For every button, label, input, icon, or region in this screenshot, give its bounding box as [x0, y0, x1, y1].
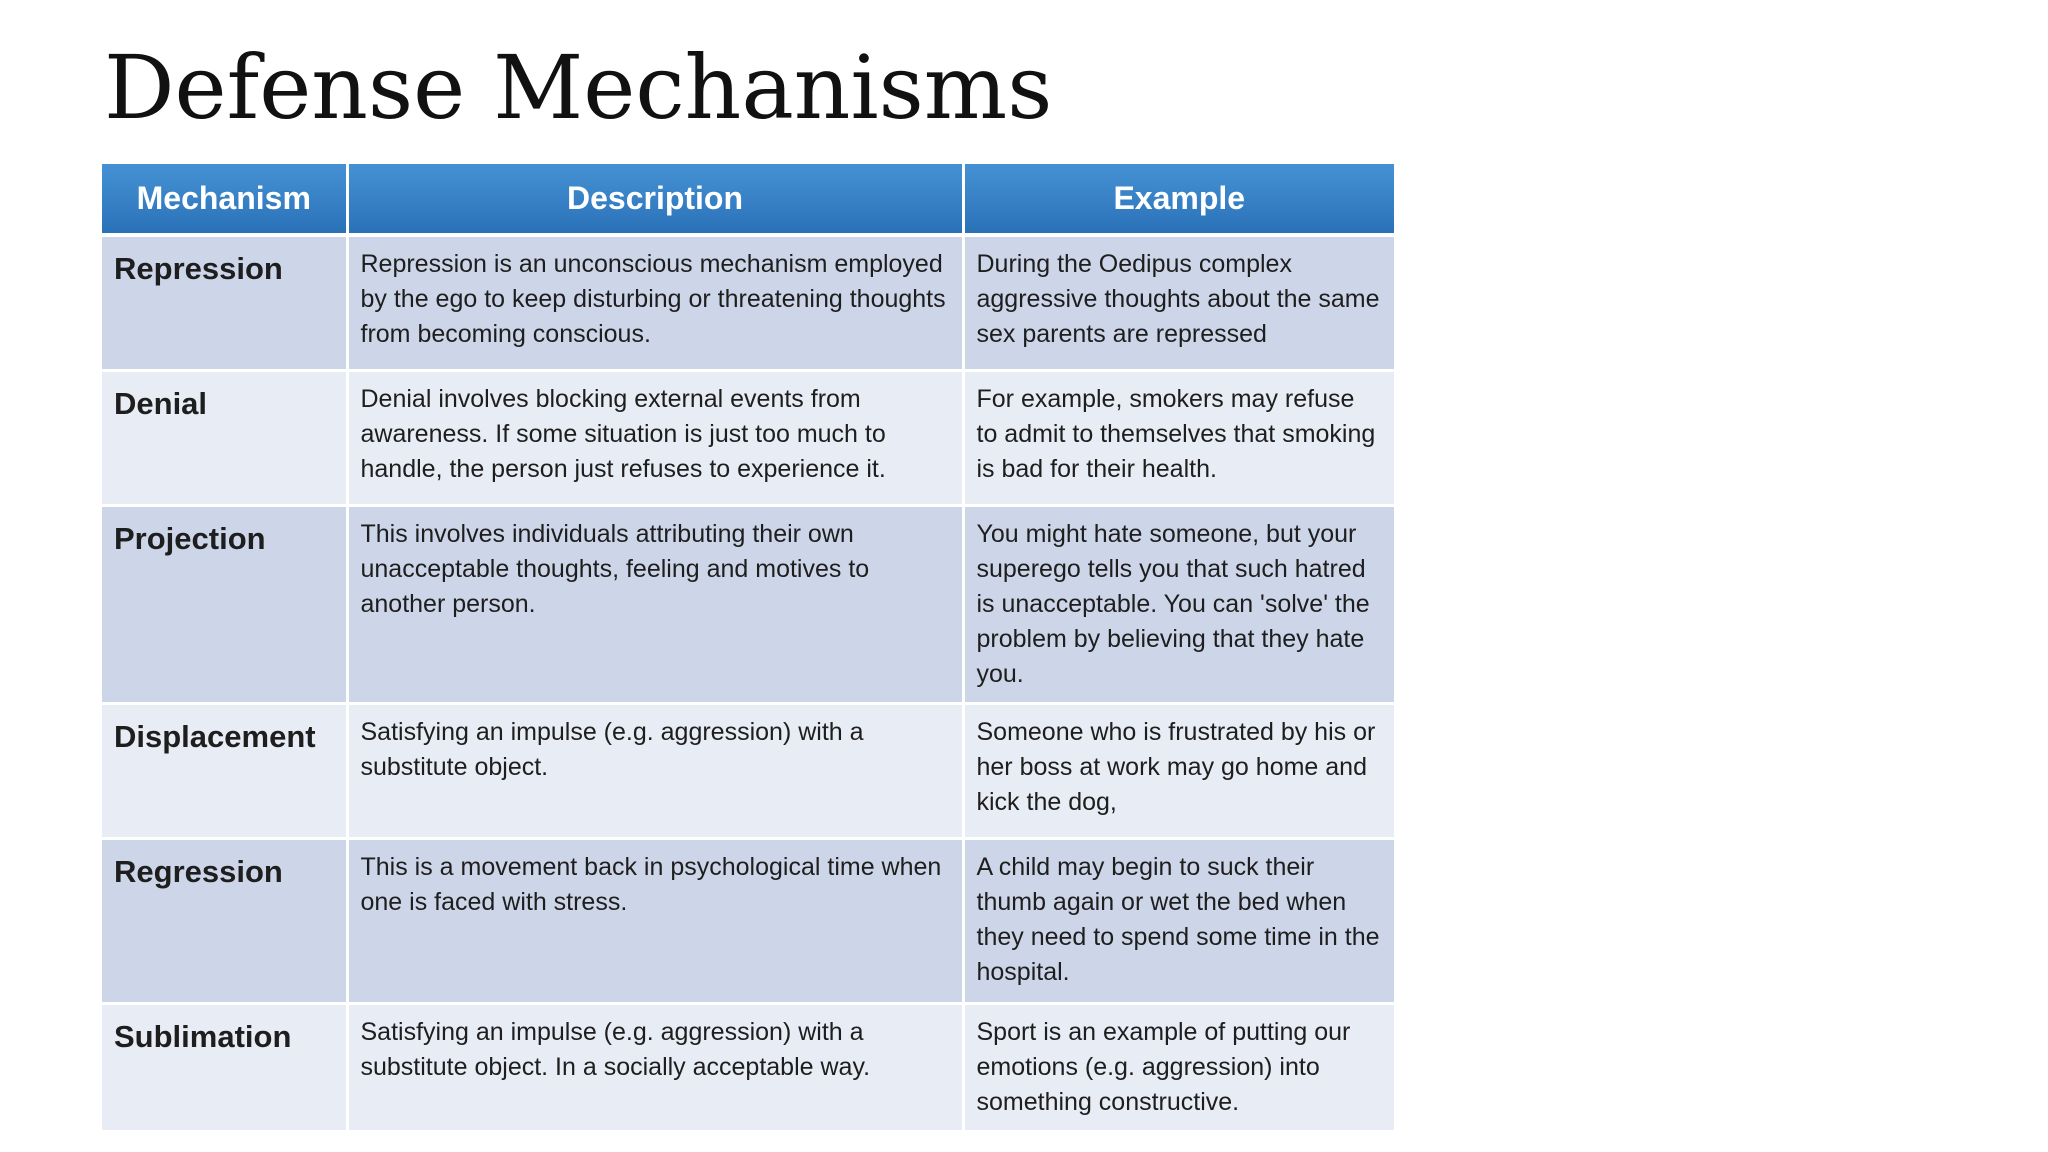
example-cell: Someone who is frustrated by his or her boss at work may go home and kick the dog,: [963, 703, 1394, 838]
example-cell: Sport is an example of putting our emotions (e.g. aggression) into something constructive.: [963, 1003, 1394, 1131]
table-body: [102, 235, 1394, 1131]
description-cell: Repression is an unconscious mechanism employed by the ego to keep disturbing or threatening thoughts from becoming conscious.: [347, 235, 963, 370]
description-cell: Satisfying an impulse (e.g. aggression) with a substitute object.: [347, 703, 963, 838]
table-row-displacement: [102, 703, 1394, 838]
example-cell: You might hate someone, but your superego tells you that such hatred is unacceptable. You can 'solve' the problem by believing that they hate you.: [963, 505, 1394, 703]
description-cell: This is a movement back in psychological time when one is faced with stress.: [347, 838, 963, 1003]
defense-mechanisms-table-container: [102, 164, 1394, 1133]
defense-mechanisms-table: [102, 164, 1394, 1133]
table-row-regression: [102, 838, 1394, 1003]
table-row-sublimation: [102, 1003, 1394, 1131]
header-mechanism: Mechanism: [102, 164, 347, 235]
mechanism-cell: Repression: [102, 235, 347, 370]
mechanism-cell: Sublimation: [102, 1003, 347, 1131]
mechanism-cell: Denial: [102, 370, 347, 505]
table-row-denial: [102, 370, 1394, 505]
mechanism-cell: Displacement: [102, 703, 347, 838]
table-row-projection: [102, 505, 1394, 703]
example-cell: For example, smokers may refuse to admit to themselves that smoking is bad for their health.: [963, 370, 1394, 505]
header-example: Example: [963, 164, 1394, 235]
description-cell: Satisfying an impulse (e.g. aggression) with a substitute object. In a socially acceptable way.: [347, 1003, 963, 1131]
mechanism-cell: Projection: [102, 505, 347, 703]
slide-title: Defense Mechanisms: [104, 36, 1053, 139]
mechanism-cell: Regression: [102, 838, 347, 1003]
table-row-repression: [102, 235, 1394, 370]
table-header-row: [102, 164, 1394, 235]
description-cell: This involves individuals attributing their own unacceptable thoughts, feeling and motives to another person.: [347, 505, 963, 703]
table-header: [102, 164, 1394, 235]
example-cell: A child may begin to suck their thumb again or wet the bed when they need to spend some time in the hospital.: [963, 838, 1394, 1003]
description-cell: Denial involves blocking external events from awareness. If some situation is just too much to handle, the person just refuses to experience it.: [347, 370, 963, 505]
header-description: Description: [347, 164, 963, 235]
example-cell: During the Oedipus complex aggressive thoughts about the same sex parents are repressed: [963, 235, 1394, 370]
